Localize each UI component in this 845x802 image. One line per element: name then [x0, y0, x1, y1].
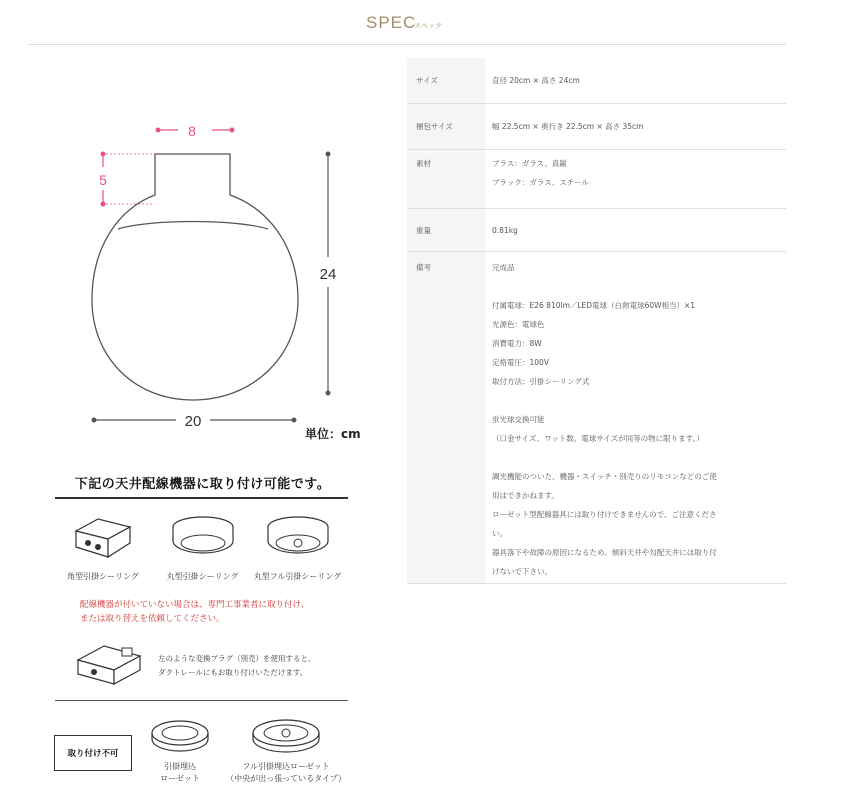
spec-title: SPEC — [366, 13, 417, 32]
warning-line: 配線機器が付いていない場合は、専門工事業者に取り付け、 — [80, 600, 310, 610]
spec-value-line: （口金サイズ、ワット数、電球サイズが同等の物に限ります。） — [492, 434, 704, 443]
spec-value-line: 光源色：電球色 — [492, 320, 545, 329]
not-compatible-badge: 取り付け不可 — [54, 735, 132, 771]
fixture-square-ceiling — [58, 513, 148, 582]
spec-value — [485, 104, 786, 149]
plug-note-line: ダクトレールにもお取り付けいただけます。 — [158, 668, 308, 677]
warning-text — [80, 598, 350, 626]
ng-label-line: （中央が出っ張っているタイプ） — [226, 774, 346, 783]
spec-value — [485, 209, 786, 251]
spec-key: サイズ — [407, 58, 485, 103]
spec-row — [407, 209, 786, 252]
ng-fixture-full-rosette — [220, 715, 352, 785]
spec-value-line: 付属電球：E26 810lm／LED電球（白熱電球60W相当）×1 — [492, 301, 696, 310]
spec-value-line: ブラス：ガラス、真鍮 — [492, 159, 567, 168]
spec-row — [407, 104, 786, 150]
plug-note — [158, 652, 348, 680]
spec-value-line: ローゼット型配線器具には取り付けできませんので、ご注意くださ — [492, 510, 717, 519]
dim-diameter-label: 20 — [184, 413, 202, 430]
rosette-icon — [147, 715, 213, 757]
header-divider — [28, 44, 786, 45]
spec-value-line: 完成品 — [492, 263, 515, 272]
neck-dimension — [99, 152, 154, 207]
dimension-drawing — [80, 115, 380, 445]
spec-value-line: い。 — [492, 529, 507, 538]
full-rosette-icon — [248, 715, 324, 757]
spec-key: 素材 — [407, 150, 485, 208]
conversion-plug-icon — [72, 638, 147, 688]
fixture-full-round-ceiling — [245, 513, 350, 582]
square-ceiling-icon — [68, 513, 138, 563]
dim-neck-label: 5 — [99, 172, 107, 188]
full-round-ceiling-icon — [263, 513, 333, 563]
ng-fixture-rosette — [140, 715, 220, 785]
fixture-round-ceiling — [155, 513, 250, 582]
spec-header — [0, 0, 845, 46]
spec-value-line — [492, 448, 786, 467]
spec-row — [407, 150, 786, 209]
compat-divider-bottom — [55, 700, 348, 701]
fixture-label: 丸型引掛シーリング — [166, 572, 239, 581]
spec-key: 梱包サイズ — [407, 104, 485, 149]
diameter-dimension — [92, 413, 297, 430]
spec-value-line: 蛍光球交換可能 — [492, 415, 545, 424]
spec-row — [407, 58, 786, 104]
spec-value-line: 定格電圧：100V — [492, 358, 549, 367]
spec-value-line: 幅 22.5cm × 奥行き 22.5cm × 高さ 35cm — [492, 122, 644, 131]
height-dimension — [320, 152, 337, 396]
spec-table — [407, 58, 786, 584]
spec-value-line: 直径 20cm × 高さ 24cm — [492, 76, 580, 85]
ng-label-line: フル引掛埋込ローゼット — [242, 762, 330, 771]
spec-value-line: 取付方法：引掛シーリング式 — [492, 377, 590, 386]
width-dimension — [156, 123, 235, 139]
round-ceiling-icon — [168, 513, 238, 563]
spec-value — [485, 150, 786, 208]
spec-key: 備考 — [407, 252, 485, 583]
ng-label-line: 引掛埋込 — [164, 762, 196, 771]
spec-value-line — [492, 277, 786, 296]
plug-note-line: 左のような変換プラグ（別売）を使用すると、 — [158, 654, 316, 663]
compat-title: 下記の天井配線機器に取り付け可能です。 — [74, 477, 331, 492]
dim-height-label: 24 — [319, 266, 337, 283]
spec-value-line: 用はできかねます。 — [492, 491, 559, 500]
spec-value-line: ブラック：ガラス、スチール — [492, 178, 590, 187]
spec-subtitle: スペック — [414, 22, 442, 30]
lamp-outline — [92, 154, 298, 400]
ng-label-line: ローゼット — [160, 774, 200, 783]
spec-row — [407, 252, 786, 584]
fixture-label: 角型引掛シーリング — [67, 572, 139, 581]
spec-value-line: 0.81kg — [492, 226, 518, 235]
spec-value-line: 器具落下や故障の原因になるため、傾斜天井や勾配天井には取り付 — [492, 548, 717, 557]
spec-value-line — [492, 391, 786, 410]
unit-label: 単位：cm — [305, 427, 361, 441]
spec-value-line: 調光機能のついた、機器・スイッチ・別売りのリモコンなどのご使 — [492, 472, 717, 481]
fixture-label: 丸型フル引掛シーリング — [253, 572, 342, 581]
spec-value — [485, 58, 786, 103]
dim-width-label: 8 — [188, 123, 196, 139]
compat-divider-top — [55, 497, 348, 499]
spec-value-line: 消費電力：8W — [492, 339, 542, 348]
spec-value-line: けないで下さい。 — [492, 567, 552, 576]
spec-key: 重量 — [407, 209, 485, 251]
warning-line: または取り替えを依頼してください。 — [80, 614, 225, 624]
spec-value — [485, 252, 786, 583]
